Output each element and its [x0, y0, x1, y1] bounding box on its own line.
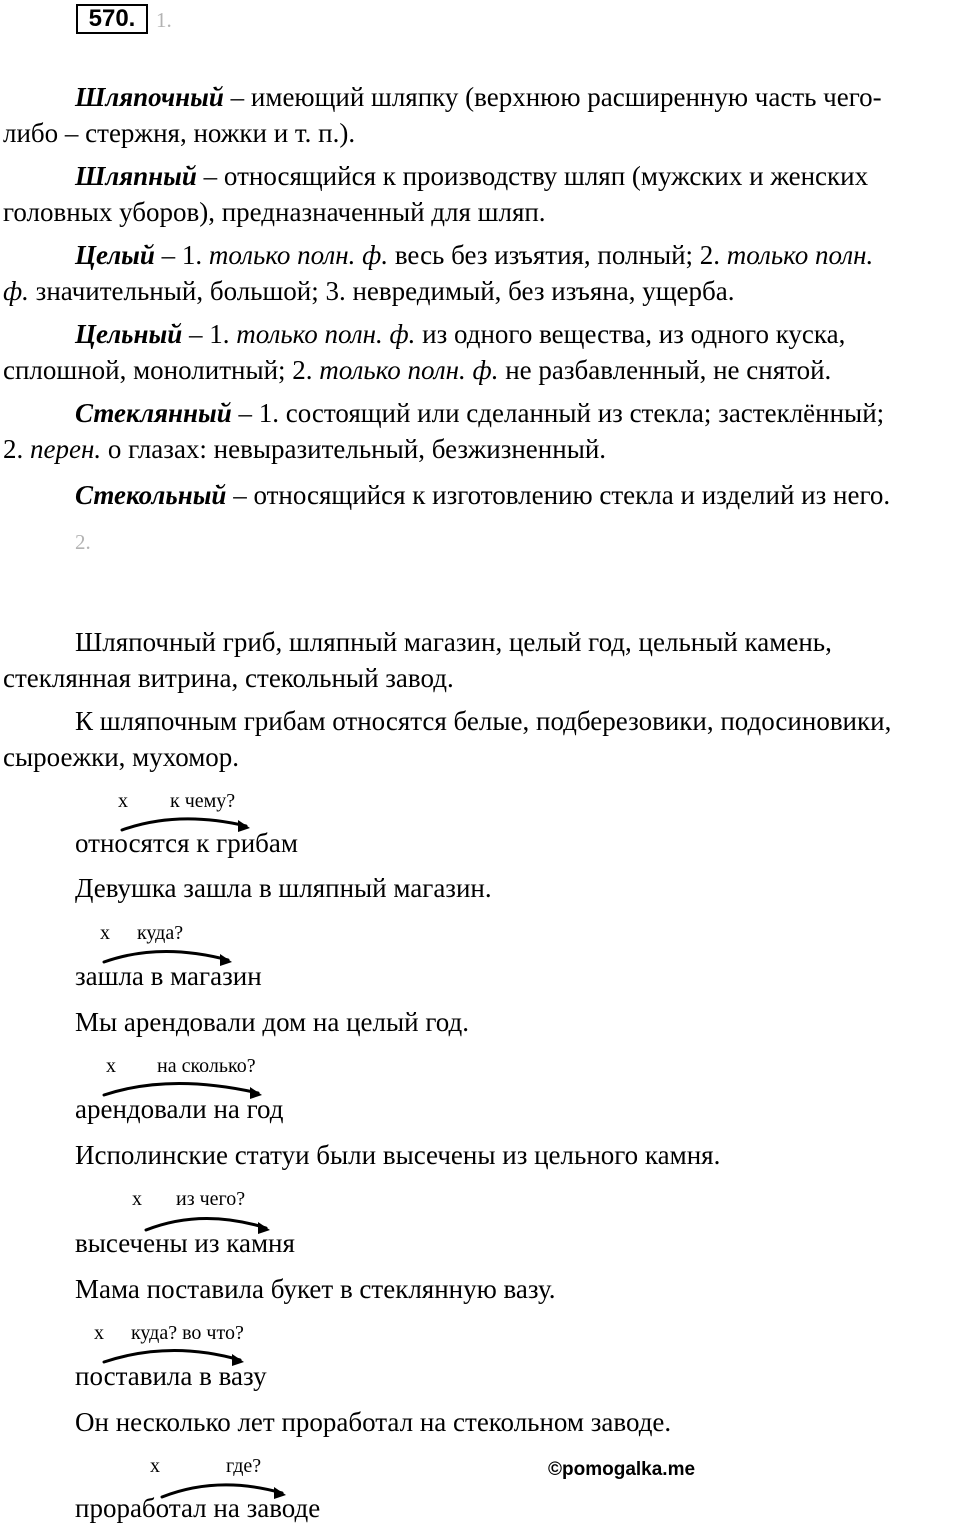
definition-line [3, 431, 606, 467]
definition-line: головных уборов), предназначенный для шляп. [3, 197, 546, 227]
dependency-question: где? [226, 1455, 262, 1477]
dependency-mark: х [94, 1322, 104, 1344]
grammar-note: перен. [30, 434, 102, 464]
grammar-note: ф. [3, 276, 29, 306]
definition-text: – 1. [154, 240, 209, 270]
sentence: сыроежки, мухомор. [3, 742, 240, 772]
grammar-note: только полн. ф. [236, 319, 416, 349]
definition-text: сплошной, монолитный; 2. [3, 355, 320, 385]
dependency-question: на сколько? [157, 1055, 256, 1077]
headword: Шляпный [75, 161, 197, 191]
dependency-question: из чего? [176, 1188, 246, 1210]
definition-text: о глазах: невыразительный, безжизненный. [101, 434, 607, 464]
part-1-label: 1. [156, 8, 172, 32]
headword: Целый [75, 240, 155, 270]
dependency-mark: х [118, 790, 128, 812]
part-2-label: 2. [75, 530, 91, 554]
definition-line [3, 352, 831, 388]
dependency-question: к чему? [170, 790, 236, 812]
sentence: Он несколько лет проработал на стекольном заводе. [75, 1407, 672, 1437]
watermark: ©pomogalka.me [548, 1459, 696, 1480]
headword: Шляпочный [75, 82, 224, 112]
analyzed-phrase: арендовали на год [75, 1094, 284, 1124]
definition-text: – относящийся к производству шляп (мужских и женских [196, 161, 869, 191]
definition-line [75, 158, 868, 194]
definition-line: либо – стержня, ножки и т. п.). [3, 118, 356, 148]
sentence: Мама поставила букет в стеклянную вазу. [75, 1274, 556, 1304]
definition-text: из одного вещества, из одного куска, [415, 319, 846, 349]
definition-text: весь без изъятия, полный; 2. [388, 240, 727, 270]
grammar-note: только полн. ф. [208, 240, 389, 270]
definition-line [75, 477, 890, 513]
sentence: Исполинские статуи были высечены из цельного камня. [75, 1140, 721, 1170]
analyzed-phrase: высечены из камня [75, 1228, 295, 1258]
dependency-question: куда? во что? [131, 1322, 244, 1344]
dependency-mark: х [150, 1455, 160, 1477]
definition-text: 2. [3, 434, 30, 464]
analyzed-phrase: поставила в вазу [75, 1361, 267, 1391]
phrases-line: Шляпочный гриб, шляпный магазин, целый год, цельный камень, [75, 627, 832, 657]
analyzed-phrase: проработал на заводе [75, 1493, 321, 1523]
headword: Цельный [75, 319, 183, 349]
phrases-line: стеклянная витрина, стекольный завод. [3, 663, 454, 693]
definition-line [75, 237, 873, 273]
definition-line [75, 316, 845, 352]
definition-text: – 1. [182, 319, 237, 349]
definition-text: – имеющий шляпку (верхнюю расширенную часть чего- [223, 82, 882, 112]
definition-line [75, 79, 882, 115]
analyzed-phrase: зашла в магазин [75, 961, 262, 991]
definition-line [3, 273, 734, 309]
dependency-mark: х [106, 1055, 116, 1077]
dependency-mark: х [100, 922, 110, 944]
sentence: Мы арендовали дом на целый год. [75, 1007, 469, 1037]
dependency-mark: х [132, 1188, 142, 1210]
definition-text: не разбавленный, не снятой. [498, 355, 832, 385]
grammar-note: только полн. [726, 240, 874, 270]
headword: Стеклянный [75, 398, 232, 428]
sentence: К шляпочным грибам относятся белые, подберезовики, подосиновики, [75, 706, 892, 736]
definition-text: – относящийся к изготовлению стекла и изделий из него. [226, 480, 891, 510]
sentence: Девушка зашла в шляпный магазин. [75, 873, 492, 903]
exercise-number: 570. [76, 4, 148, 34]
grammar-note: только полн. ф. [319, 355, 499, 385]
definition-text: значительный, большой; 3. невредимый, без изъяна, ущерба. [28, 276, 735, 306]
definition-line [75, 395, 884, 431]
headword: Стекольный [75, 480, 227, 510]
dependency-question: куда? [137, 922, 184, 944]
definition-text: – 1. состоящий или сделанный из стекла; застеклённый; [231, 398, 885, 428]
analyzed-phrase: относятся к грибам [75, 828, 298, 858]
